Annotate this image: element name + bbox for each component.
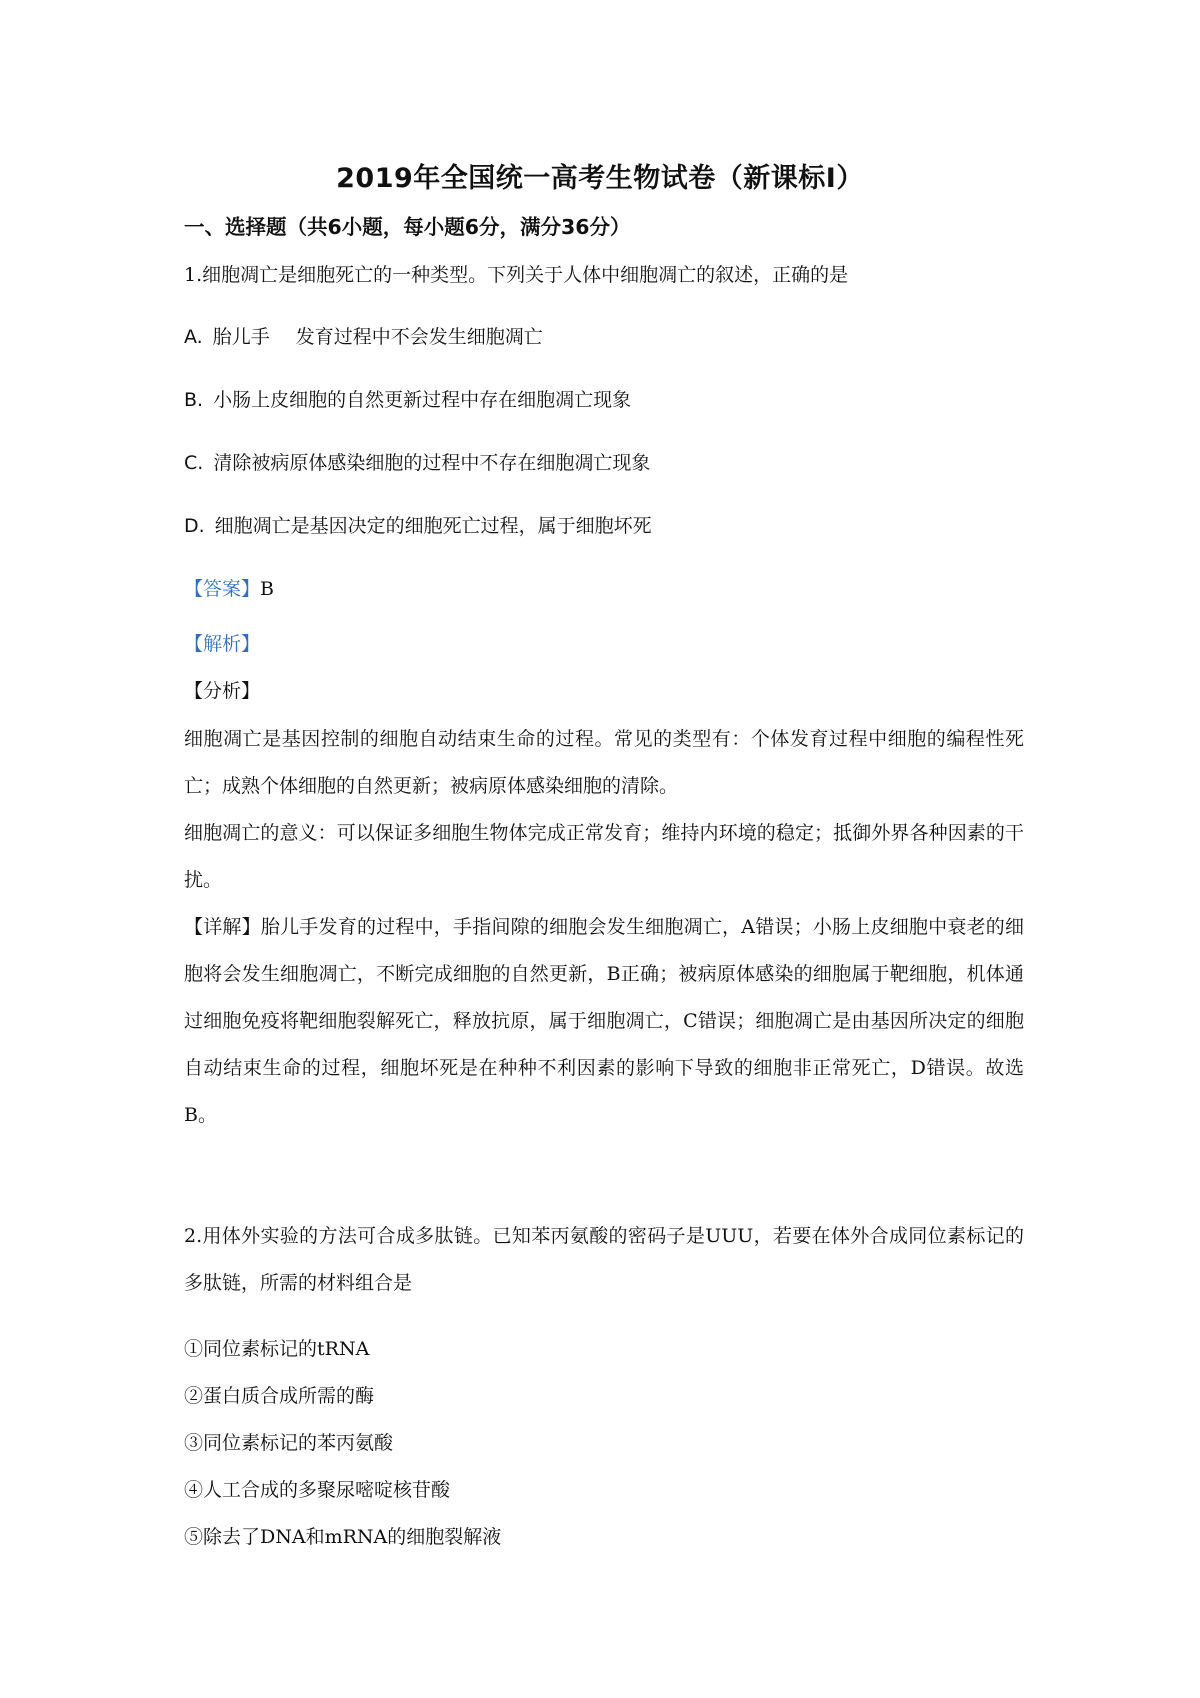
option-text: 小肠上皮细胞的自然更新过程中存在细胞凋亡现象 — [213, 389, 632, 411]
page-title: 2019年全国统一高考生物试卷（新课标Ⅰ） — [336, 163, 864, 194]
analysis-label: 【解析】 — [184, 633, 261, 655]
option-letter: D. — [184, 515, 205, 537]
option-letter: A. — [184, 326, 203, 348]
option-text: 清除被病原体感染细胞的过程中不存在细胞凋亡现象 — [213, 452, 651, 474]
q2-item-4: ④人工合成的多聚尿嘧啶核苷酸 — [184, 1479, 451, 1501]
q1-answer — [184, 574, 274, 601]
q2-item-3: ③同位素标记的苯丙氨酸 — [184, 1432, 394, 1454]
q1-option-b — [184, 385, 631, 412]
q1-option-a — [184, 322, 543, 349]
option-letter: C. — [184, 452, 204, 474]
detail-text: 胎儿手发育的过程中，手指间隙的细胞会发生细胞凋亡，A错误；小肠上皮细胞中衰老的细胞将会发生细胞凋亡，不断完成细胞的自然更新，B正确；被病原体感染的细胞属于靶细胞，机体通过细胞免疫将靶细胞裂解死亡，释放抗原，属于细胞凋亡，C错误；细胞凋亡是由基因所决定的细胞自动结束生命的过程，细胞坏死是在种种不利因素的影响下导致的细胞非正常死亡，D错误。故选B。 — [184, 916, 1024, 1126]
answer-value: B — [260, 578, 274, 600]
detail-paragraph — [184, 904, 1024, 1139]
detail-label: 【详解】 — [184, 916, 261, 938]
q1-option-d — [184, 511, 652, 538]
q1-stem: 1.细胞凋亡是细胞死亡的一种类型。下列关于人体中细胞凋亡的叙述，正确的是 — [184, 264, 849, 286]
q2-stem: 2.用体外实验的方法可合成多肽链。已知苯丙氨酸的密码子是UUU，若要在体外合成同位素标记的多肽链，所需的材料组合是 — [184, 1225, 1024, 1294]
q2-item-2: ②蛋白质合成所需的酶 — [184, 1385, 375, 1407]
option-text: 细胞凋亡是基因决定的细胞死亡过程，属于细胞坏死 — [214, 515, 652, 537]
fenxi-paragraph-2: 细胞凋亡的意义：可以保证多细胞生物体完成正常发育；维持内环境的稳定；抵御外界各种因素的干扰。 — [184, 822, 1024, 891]
q2-item-1: ①同位素标记的tRNA — [184, 1338, 370, 1360]
option-text-part: 发育过程中不会发生细胞凋亡 — [295, 326, 543, 348]
fenxi-label: 【分析】 — [184, 680, 261, 702]
fenxi-paragraph-1: 细胞凋亡是基因控制的细胞自动结束生命的过程。常见的类型有：个体发育过程中细胞的编程性死亡；成熟个体细胞的自然更新；被病原体感染细胞的清除。 — [184, 728, 1024, 797]
q1-option-c — [184, 448, 650, 475]
answer-label: 【答案】 — [184, 578, 261, 600]
option-letter: B. — [184, 389, 204, 411]
section-heading: 一、选择题（共6小题，每小题6分，满分36分） — [184, 215, 631, 239]
option-text-part: 胎儿手 — [212, 326, 270, 348]
q2-item-5: ⑤除去了DNA和mRNA的细胞裂解液 — [184, 1526, 502, 1548]
